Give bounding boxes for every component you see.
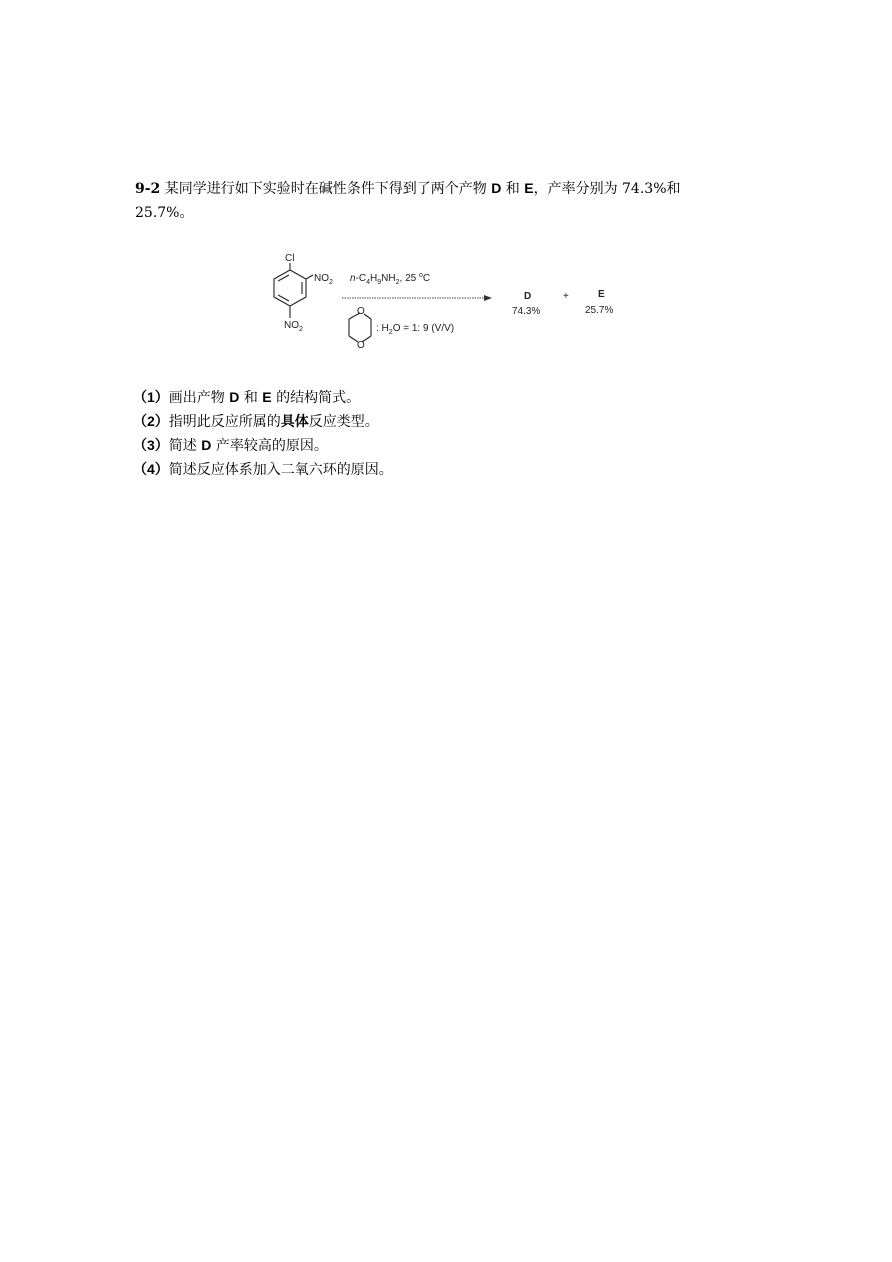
chlorine-label: Cl <box>285 253 295 264</box>
subquestion-4: （4）简述反应体系加入二氧六环的原因。 <box>133 461 393 478</box>
stem-text-2: ，产率分别为 74.3%和 <box>533 181 681 197</box>
product-e: E <box>598 289 605 300</box>
nitro-bottom-label: $NO_2$ <box>284 320 303 333</box>
benzene-ring <box>274 270 306 306</box>
product-d-yield: 74.3% <box>512 306 541 317</box>
solvent-ratio-label: : $H_2O = 1$: 9 (V/V) <box>376 323 455 336</box>
dioxane-oxygen-bottom: O <box>357 340 365 351</box>
subquestion-3: （3）简述 D 产率较高的原因。 <box>133 437 328 454</box>
product-d: D <box>524 291 532 302</box>
dioxane-oxygen-top: O <box>357 306 365 317</box>
product-e-yield: 25.7% <box>585 305 614 316</box>
subquestion-2: （2）指明此反应所属的具体反应类型。 <box>133 413 379 430</box>
stem-text-3: 25.7%。 <box>135 205 194 221</box>
stem-and: 和 <box>505 181 520 197</box>
reaction-arrow <box>342 295 492 301</box>
reaction-scheme <box>260 250 640 360</box>
reaction-scheme-drawing <box>260 250 640 360</box>
question-stem <box>135 176 765 225</box>
reagent-label: $n-C_4H_9NH_2$, 25 $^o$C <box>350 272 431 286</box>
product-e-label: E <box>524 180 534 196</box>
subquestion-1: （1）画出产物 D 和 E 的结构简式。 <box>133 389 361 406</box>
nitro-top-label: $NO_2$ <box>314 273 333 286</box>
dioxane-ring <box>349 313 371 342</box>
stem-text-1: 某同学进行如下实验时在碱性条件下得到了两个产物 <box>164 181 487 197</box>
subquestion-list <box>133 386 393 482</box>
plus-sign: + <box>563 291 569 302</box>
product-d-label: D <box>491 180 502 196</box>
question-number: 9-2 <box>135 181 161 197</box>
